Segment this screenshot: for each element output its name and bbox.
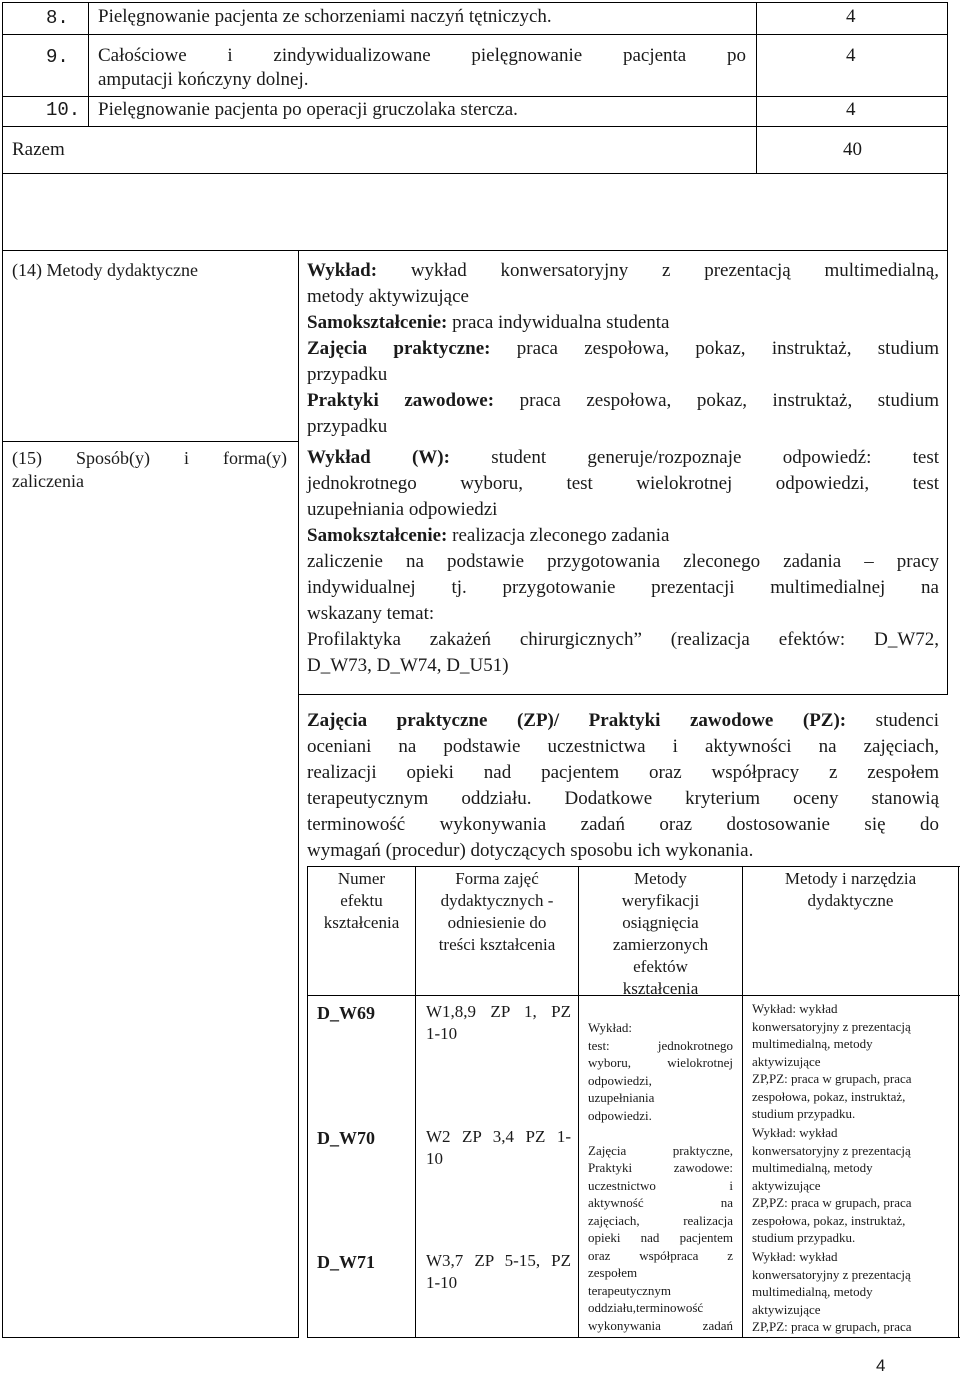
assessment-heading-line-b: zaliczenia <box>12 471 84 491</box>
assessment-practical-content <box>307 708 939 864</box>
header-effect-number-line-1: Numer <box>337 869 386 888</box>
effects-table-left <box>307 866 308 1338</box>
verification-line-6: odpowiedzi. <box>588 1107 652 1123</box>
header-class-forms-line-1: Forma zajęć <box>455 869 539 888</box>
assessment-lecture-text-b: jednokrotnego wyboru, test wielokrotnej odpowiedzi, test <box>307 473 939 494</box>
row-divider-4 <box>2 173 948 174</box>
list-number-8: 8. <box>46 7 69 29</box>
verification-line-5: uzupełniania <box>588 1090 655 1105</box>
list-item-8-text: Pielęgnowanie pacjenta ze schorzeniami naczyń tętniczych. <box>98 6 552 27</box>
effect-code-d-w71: D_W71 <box>317 1252 375 1272</box>
outer-top-border <box>2 2 948 3</box>
verification-spacer <box>588 1124 733 1142</box>
row-divider-6 <box>2 441 299 442</box>
total-label: Razem <box>12 139 65 160</box>
methods-self-label: Samokształcenie: <box>307 312 448 333</box>
verification-line-3: wyboru, wielokrotnej <box>588 1055 733 1070</box>
assessment-self-label: Samokształcenie: <box>307 525 448 546</box>
methods-placement-label: Praktyki zawodowe: <box>307 390 495 411</box>
verification-line-4: odpowiedzi, <box>588 1072 652 1088</box>
verification-line-18: wykonywania zadań <box>588 1317 733 1333</box>
verification-line-17: oddziału,terminowość <box>588 1300 704 1315</box>
tools-3-line-3: multimedialną, metody <box>752 1284 873 1299</box>
assessment-self-detail-c: wskazany temat: <box>307 603 435 624</box>
assessment-practical-text-c: realizacji opieki nad pacjentem oraz współpracy z zespołem <box>307 762 939 783</box>
list-item-9-text-line2: amputacji kończyny dolnej. <box>98 69 309 90</box>
assessment-practical-label: Zajęcia praktyczne (ZP)/ Praktyki zawodowe (PZ): <box>307 710 847 731</box>
tools-1-line-2: konwersatoryjny z prezentacją <box>752 1018 911 1034</box>
forms-d-w71-line-1: W3,7 ZP 5-15, PZ <box>426 1251 571 1270</box>
forms-d-w70-line-1: W2 ZP 3,4 PZ 1- <box>426 1127 571 1146</box>
header-class-forms-line-4: treści kształcenia <box>438 935 556 954</box>
tools-3-line-1: Wykład: wykład <box>752 1249 838 1264</box>
assessment-topic-b: D_W73, D_W74, D_U51) <box>307 655 509 676</box>
header-class-forms-line-2: dydaktycznych - <box>440 891 554 910</box>
list-number-9: 9. <box>46 46 69 68</box>
methods-lecture-text-b: metody aktywizujące <box>307 286 469 307</box>
list-item-10-text: Pielęgnowanie pacjenta po operacji gruczolaka stercza. <box>98 99 518 120</box>
tools-block-2 <box>752 1124 952 1247</box>
forms-d-w70 <box>426 1126 571 1170</box>
list-item-8-hours: 4 <box>846 6 856 27</box>
header-tools-line-2: dydaktyczne <box>807 891 894 910</box>
tools-1-line-5: ZP,PZ: praca w grupach, praca <box>752 1071 912 1086</box>
tools-1-line-6: zespołowa, pokaz, instruktaż, <box>752 1088 906 1104</box>
header-class-forms-line-3: odniesienie do <box>447 913 547 932</box>
list-item-9-text-line1: Całościowe i zindywidualizowane pielęgnowanie pacjenta po <box>98 45 746 66</box>
row-divider-5 <box>2 250 948 251</box>
methods-lecture-line-a <box>307 258 939 284</box>
outer-left-border <box>2 2 3 1338</box>
list-item-10-hours: 4 <box>846 99 856 120</box>
header-class-forms <box>416 868 578 956</box>
tools-2-line-1: Wykład: wykład <box>752 1125 838 1140</box>
effects-table-right <box>958 866 959 1338</box>
tools-1-line-7: studium przypadku. <box>752 1106 856 1121</box>
tools-1-line-3: multimedialną, metody <box>752 1036 873 1051</box>
methods-placement-line-a <box>307 388 939 414</box>
verification-line-10: uczestnictwo i <box>588 1177 733 1193</box>
page-number: 4 <box>876 1356 886 1375</box>
methods-lecture-text-a: wykład konwersatoryjny z prezentacją multimedialną, <box>410 260 939 281</box>
header-verification-line-1: Metody <box>634 869 687 888</box>
methods-heading: (14) Metody dydaktyczne <box>12 260 198 280</box>
header-verification-line-2: weryfikacji <box>621 891 700 910</box>
verification-line-16: terapeutycznym <box>588 1282 672 1298</box>
tools-1-line-1: Wykład: wykład <box>752 1001 838 1016</box>
verification-line-11: aktywność na <box>588 1195 733 1210</box>
header-tools-line-1: Metody i narzędzia <box>784 869 917 888</box>
verification-line-12: zajęciach, realizacja <box>588 1212 733 1228</box>
header-verification-line-3: osiągnięcia <box>622 913 699 932</box>
methods-lecture-label: Wykład: <box>307 260 378 281</box>
assessment-practical-text-d: terapeutycznym oddziału. Dodatkowe kryterium oceny stanowią <box>307 788 939 809</box>
tools-2-line-3: multimedialną, metody <box>752 1160 873 1175</box>
assessment-practical-text-e: terminowość wykonywania zadań oraz dostosowanie się do <box>307 814 939 835</box>
assessment-self-detail-a: zaliczenie na podstawie przygotowania zleconego zadania – pracy <box>307 551 939 572</box>
tools-block-3 <box>752 1248 952 1336</box>
methods-placement-text-b: przypadku <box>307 416 388 437</box>
methods-practical-text-a: praca zespołowa, pokaz, instruktaż, studium <box>516 338 940 359</box>
effect-code-d-w70: D_W70 <box>317 1128 375 1148</box>
forms-d-w71 <box>426 1250 571 1294</box>
assessment-practical-text-f: wymagań (procedur) dotyczących sposobu ich wykonania. <box>307 840 754 861</box>
effect-code-d-w69: D_W69 <box>317 1003 375 1023</box>
verification-line-2: test: jednokrotnego <box>588 1037 733 1053</box>
methods-self-line <box>307 310 939 336</box>
assessment-practical-line-a <box>307 708 939 734</box>
header-verification-line-5: efektów <box>633 957 688 976</box>
tools-3-line-2: konwersatoryjny z prezentacją <box>752 1266 911 1282</box>
assessment-self-detail-b: indywidualnej tj. przygotowanie prezentacji multimedialnej na <box>307 577 939 598</box>
list-item-9-hours: 4 <box>846 45 856 66</box>
header-effect-number-line-2: efektu <box>340 891 383 910</box>
assessment-lecture-text-a: student generuje/rozpoznaje odpowiedź: test <box>491 447 940 468</box>
effects-table-bottom <box>307 1337 960 1338</box>
verification-methods-text <box>588 1019 733 1334</box>
verification-line-15: zespołem <box>588 1265 638 1280</box>
list-num-divider <box>88 2 89 126</box>
header-effect-number-line-3: kształcenia <box>323 913 400 932</box>
assessment-lecture-line-a <box>307 445 939 471</box>
header-effect-number <box>308 868 415 934</box>
tools-3-line-4: aktywizujące <box>752 1301 821 1317</box>
assessment-self-line <box>307 523 939 549</box>
tools-block-1 <box>752 1000 952 1123</box>
list-number-10: 10. <box>46 99 81 121</box>
methods-self-text: praca indywidualna studenta <box>452 312 670 333</box>
assessment-content <box>307 445 939 679</box>
verification-line-14: oraz współpraca z <box>588 1247 733 1263</box>
row-divider-7 <box>298 694 948 695</box>
verification-line-1: Wykład: <box>588 1020 632 1035</box>
assessment-lecture-label: Wykład (W): <box>307 447 450 468</box>
effects-table-top <box>307 866 960 867</box>
verification-line-9: Praktyki zawodowe: <box>588 1160 733 1175</box>
tools-2-line-5: ZP,PZ: praca w grupach, praca <box>752 1195 912 1210</box>
methods-practical-line-a <box>307 336 939 362</box>
assessment-topic-a: Profilaktyka zakażeń chirurgicznych” (realizacja efektów: D_W72, <box>307 629 939 650</box>
header-verification-line-4: zamierzonych <box>612 935 709 954</box>
assessment-practical-text-b: oceniani na podstawie uczestnictwa i aktywności na zajęciach, <box>307 736 939 757</box>
assessment-heading-line-a: (15) Sposób(y) i forma(y) <box>12 448 287 468</box>
tools-2-line-6: zespołowa, pokaz, instruktaż, <box>752 1212 906 1228</box>
forms-d-w70-line-2: 10 <box>426 1149 443 1168</box>
outer-right-border <box>947 2 948 695</box>
row-divider-1 <box>2 34 948 35</box>
verification-line-13: opieki nad pacjentem <box>588 1230 733 1245</box>
left-column-divider <box>298 250 299 1338</box>
header-verification-methods <box>579 868 742 1000</box>
methods-placement-text-a: praca zespołowa, pokaz, instruktaż, studium <box>519 390 940 411</box>
forms-d-w69-line-2: 1-10 <box>426 1024 458 1043</box>
assessment-lecture-text-c: uzupełniania odpowiedzi <box>307 499 498 520</box>
forms-d-w69 <box>426 1001 571 1045</box>
methods-content <box>307 258 939 440</box>
tools-1-line-4: aktywizujące <box>752 1053 821 1069</box>
assessment-self-text: realizacja zleconego zadania <box>452 525 670 546</box>
total-value: 40 <box>843 139 862 160</box>
tools-2-line-7: studium przypadku. <box>752 1230 856 1245</box>
tools-3-line-5: ZP,PZ: praca w grupach, praca <box>752 1319 912 1334</box>
forms-d-w71-line-2: 1-10 <box>426 1273 458 1292</box>
list-hours-divider <box>756 2 757 174</box>
verification-line-8: Zajęcia praktyczne, <box>588 1142 733 1158</box>
header-teaching-tools <box>743 868 958 912</box>
forms-d-w69-line-1: W1,8,9 ZP 1, PZ <box>426 1002 571 1021</box>
methods-practical-label: Zajęcia praktyczne: <box>307 338 491 359</box>
tools-2-line-2: konwersatoryjny z prezentacją <box>752 1142 911 1158</box>
effects-table-col4 <box>742 866 743 1338</box>
assessment-practical-text-a: studenci <box>875 710 939 731</box>
outer-bottom-border <box>2 1337 299 1338</box>
tools-2-line-4: aktywizujące <box>752 1177 821 1193</box>
methods-practical-text-b: przypadku <box>307 364 388 385</box>
row-divider-3 <box>2 126 948 127</box>
header-verification-line-6: kształcenia <box>622 979 699 998</box>
